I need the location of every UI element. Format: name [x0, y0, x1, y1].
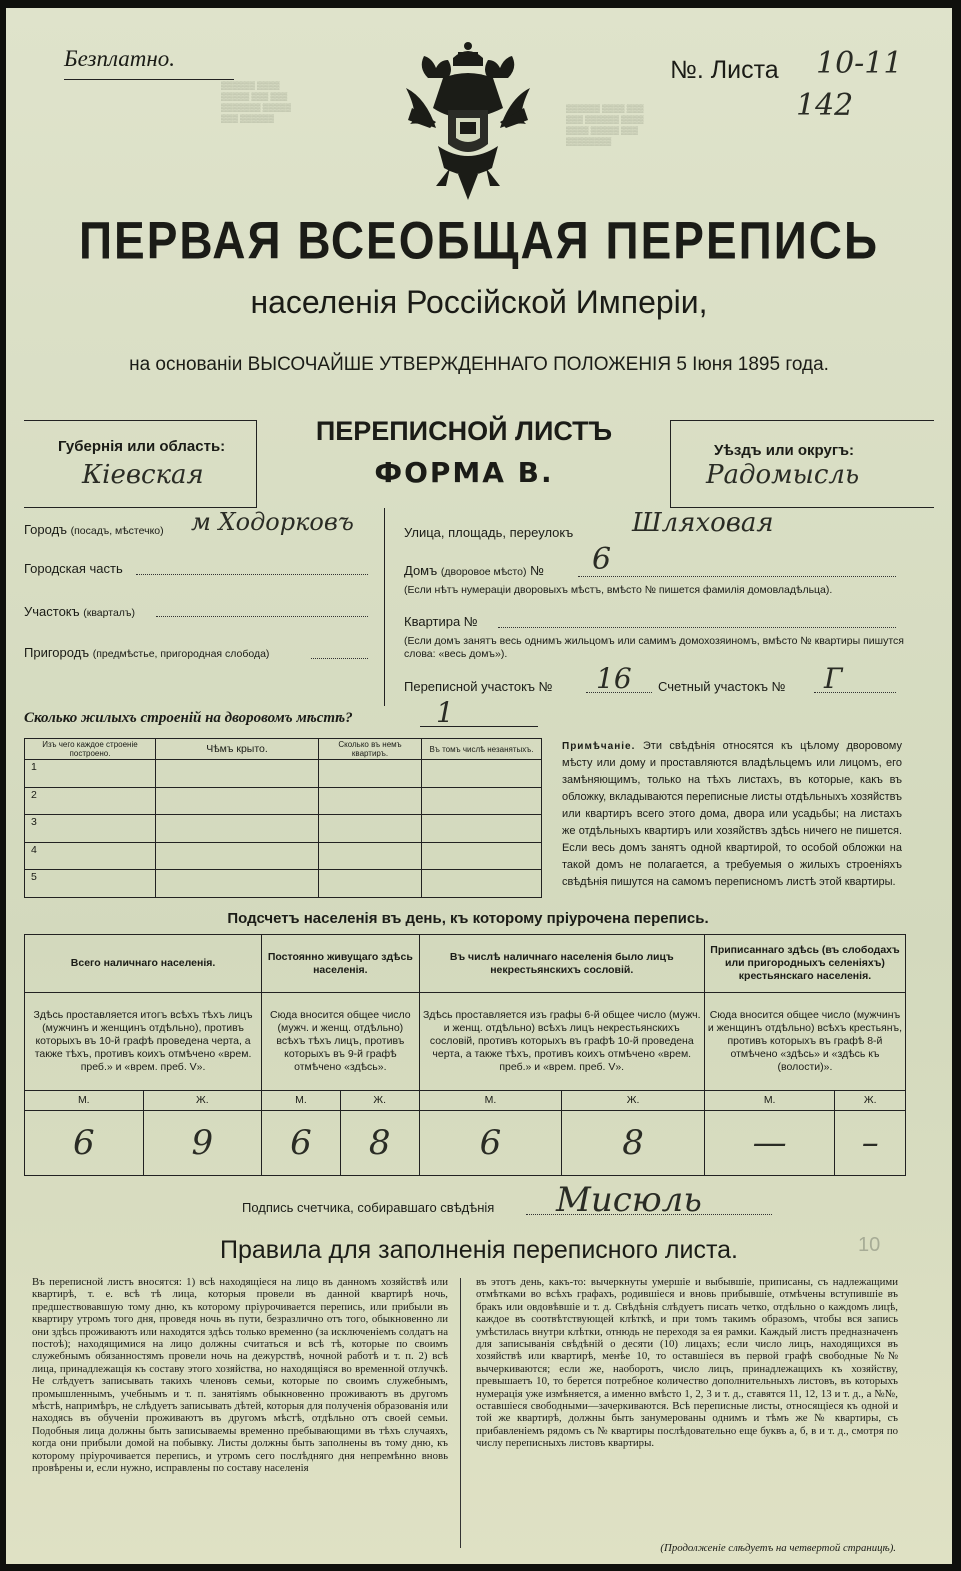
buildings-col-roof: Чѣмъ крыто.: [156, 739, 319, 760]
count-female-value: 9: [143, 1111, 262, 1176]
count-female-label: Ж.: [143, 1091, 262, 1111]
signature-value: Мисюль: [556, 1180, 702, 1220]
list-number-label: [670, 48, 779, 87]
dom-value: 6: [592, 542, 612, 577]
rules-left-column: Въ переписной листъ вносятся: 1) всѣ находящіеся на лицо въ данномъ хозяйствѣ или квартирѣ, т. е. всѣ тѣ лица, которыя провели въ данной квартирѣ ночь, предшествовавшую тому дню, къ которому пріурочивается перепись, или прибыли въ квартиру утромъ того дня, проведя ночь въ пути, безразлично отъ того, обыкновенно ли они здѣсь проживаютъ или находятся здѣсь только временно (за исключеніемъ солдатъ на постоѣ); находящимися на лицо должны считаться и всѣ тѣ, которые по своимъ служебнымъ обязанностямъ провели ночь на дежурствѣ, ночной работѣ и т. п. 2) всѣ лица, принадлежащія къ составу этого хозяйства, но находящіяся во временной отлучкѣ. Не слѣдуетъ записывать такихъ членовъ семьи, которые по своимъ служебнымъ, промышленнымъ, учебнымъ и т. п. занятіямъ обыкновенно проживаютъ въ другомъ мѣстѣ, напримѣръ, не слѣдуетъ записывать дѣтей, которыя для полученія образованія или находясь въ обученіи проживаютъ въ другомъ мѣстѣ, отдѣльно отъ своей семьи. Подобныя лица должны быть записываемы временно пребывающими въ тѣхъ случаяхъ, когда они прибыли домой на побывку. Листы должны быть заполнены въ тому дню, къ которому пріурочивается перепись, и утромъ сего послѣдняго дня непремѣнно вновь провѣрены и, если нужно, исправлены по составу населенія: [32, 1276, 448, 1475]
uezd-label: Уѣздъ или округъ:: [714, 442, 855, 459]
buildings-col-apartments: Сколько въ немъ квартиръ.: [319, 739, 422, 760]
street-value: Шляховая: [632, 508, 774, 538]
form-title: ПЕРЕПИСНОЙ ЛИСТЪ: [315, 416, 613, 446]
count-male-value: —: [704, 1111, 834, 1176]
schet-value: Г: [824, 662, 843, 695]
gubernia-value: Кіевская: [82, 460, 204, 490]
count-female-value: 8: [562, 1111, 705, 1176]
count-male-value: 6: [262, 1111, 341, 1176]
gorod-chast-label: Городская часть: [24, 561, 123, 576]
free-label: Безплатно.: [64, 46, 176, 71]
count-male-label: М.: [25, 1091, 144, 1111]
bleed-through-number: 10: [858, 1234, 881, 1256]
dom-label: Домъ (дворовое мѣсто) №: [404, 563, 545, 578]
uchastok-label: Участокъ (кварталъ): [24, 604, 135, 619]
rule-right-box: [670, 420, 671, 508]
table-row: 3: [25, 815, 542, 843]
count-male-label: М.: [704, 1091, 834, 1111]
gubernia-label: Губернія или область:: [58, 438, 226, 455]
perepis-line: [586, 692, 652, 693]
count-female-value: 8: [340, 1111, 419, 1176]
count-col-desc: Сюда вносится общее число (мужчинъ и женщинъ отдѣльно) всѣхъ крестьянъ, противъ которыхъ въ графѣ 8-й отмѣчено «здѣсь» и «здѣсь къ (волости)».: [704, 993, 905, 1091]
buildings-table: [24, 738, 542, 898]
rule-top-left: [24, 420, 256, 421]
list-number-value: 10-11: [816, 46, 903, 81]
population-count-table: [24, 934, 906, 1176]
count-col-head: Постоянно живущаго здѣсь населенія.: [262, 935, 419, 993]
count-col-head: Въ числѣ наличнаго населенія было лицъ некрестьянскихъ сословій.: [419, 935, 704, 993]
census-form-sheet: [6, 8, 952, 1564]
rules-right-column: въ этотъ день, какъ-то: вычеркнуты умершіе и выбывшіе, приписаны, съ надлежащими отмѣтками во всѣхъ графахъ, родившіеся и вновь прибывшіе, отмѣчены вступившіе въ бракъ или овдовѣвшіе и т. д. Свѣдѣнія слѣдуетъ писать четко, отдѣльно о каждомъ лицѣ, каждое въ соотвѣтствующей клѣткѣ, и при томъ такимъ образомъ, чтобы вся запись умѣстилась внутри клѣтки, отнюдь не переходя за ея рамки. Каждый листъ предназначенъ для записыванія свѣдѣній о десяти (10) лицахъ; если число лицъ, находящихся въ хозяйствѣ или квартирѣ, менѣе 10, то оставшіеся въ первой графѣ свободные №№ вычеркиваются; если же, наоборотъ, число лицъ, принадлежащихъ къ хозяйству, превышаетъ 10, то берется потребное количество дополнительныхъ листовъ, въ которыхъ нумерація уже измѣняется, а именно вмѣсто 1, 2, 3 и т. д., ставятся 11, 12, 13 и т. д., а №№, оставшіеся свободными—зачеркиваются. Всѣ переписные листы, относящіеся къ одной и той же квартирѣ, должны быть занумерованы однимъ и тѣмъ же № квартиры, съ прибавленіемъ рядомъ съ № квартиры послѣдовательно еще буквъ а, б, в и т. д., смотря по числу переписныхъ листовъ квартиры.: [476, 1276, 898, 1450]
uezd-value: Радомысль: [706, 460, 860, 490]
count-col-desc: Сюда вносится общее число (мужч. и женщ. отдѣльно) всѣхъ тѣхъ лицъ, противъ которыхъ въ 9-й графѣ отмѣчено «здѣсь».: [262, 993, 419, 1091]
count-female-label: Ж.: [340, 1091, 419, 1111]
kv-note: (Если домъ занятъ весь однимъ жильцомъ или самимъ домохозяиномъ, вмѣсто № квартиры пишутся слова: «весь домъ»).: [404, 635, 904, 660]
signature-label: Подпись счетчика, собиравшаго свѣдѣнія: [242, 1200, 495, 1215]
table-row: 2: [25, 787, 542, 815]
kv-label: Квартира №: [404, 614, 478, 629]
gorod-chast-line: [136, 574, 368, 575]
buildings-col-material: Изъ чего каждое строеніе построено.: [25, 739, 156, 760]
bleed-through-text-left: ▒▒▒▒▒▒ ▒▒▒▒ ▒▒▒▒▒ ▒▒▒ ▒▒▒ ▒▒▒▒▒▒▒ ▒▒▒▒▒ ▒▒▒ ▒▒▒▒▒▒: [221, 81, 292, 123]
double-headed-eagle-emblem-icon: [398, 38, 538, 208]
buildings-answer-line: [420, 726, 538, 727]
count-col-head: Приписаннаго здѣсь (въ слободахъ или пригородныхъ селеніяхъ) крестьянскаго населенія.: [704, 935, 905, 993]
prigorod-line: [311, 658, 368, 659]
table-row: 4: [25, 842, 542, 870]
note-text: Примѣчаніе. Эти свѣдѣнія относятся къ цѣлому дворовому мѣсту или дому и проставляются владѣльцемъ или лицомъ, его замѣняющимъ, только на тѣхъ листахъ, въ которые, какъ въ обложку, вкладываются переписные листы отдѣльныхъ хозяйствъ или квартиръ всего этого дома, двора или усадьбы; на листахъ же отдѣльныхъ квартиръ или хозяйствъ здѣсь ничего не пишется. Если весь домъ занятъ одной квартирой, то особой обложки на такой домъ не полагается, а требуемыя о жилыхъ строеніяхъ свѣдѣнія пишутся на самомъ переписномъ листѣ этой квартиры.: [562, 740, 902, 888]
rule-address-divider: [384, 508, 385, 706]
form-subtitle: ФОРМА В.: [374, 456, 554, 489]
schet-line: [814, 692, 896, 693]
page-title: ПЕРВАЯ ВСЕОБЩАЯ ПЕРЕПИСЬ: [78, 210, 880, 270]
count-col-head: Всего наличнаго населенія.: [25, 935, 262, 993]
rules-heading: Правила для заполненія переписного листа.: [220, 1236, 738, 1264]
gorod-label: Городъ (посадъ, мѣстечко): [24, 522, 164, 537]
kv-line: [498, 627, 896, 628]
free-underline: [64, 79, 234, 80]
count-male-value: 6: [419, 1111, 562, 1176]
perepis-value: 16: [596, 662, 632, 695]
street-label: Улица, площадь, переулокъ: [404, 525, 574, 540]
buildings-answer: 1: [436, 696, 454, 729]
list-number-value-2: 142: [796, 88, 854, 123]
count-col-desc: Здѣсь проставляется изъ графы 6-й общее число (мужч. и женщ. отдѣльно) всѣхъ лицъ некрестьянскихъ сословій, противъ которыхъ въ графѣ 10-й проведена черта, а также тѣхъ, противъ коихъ отмѣчено «врем. преб.» и «врем. преб. V».: [419, 993, 704, 1091]
gorod-value: м Ходорковъ: [191, 508, 354, 536]
table-row: 5: [25, 870, 542, 898]
list-number-text: №. Листа: [670, 56, 779, 84]
dom-line: [578, 576, 896, 577]
prigorod-label: Пригородъ (предмѣстье, пригородная слобода): [24, 645, 270, 660]
count-male-value: 6: [25, 1111, 144, 1176]
count-female-value: –: [835, 1111, 906, 1176]
buildings-question: Сколько жилыхъ строеній на дворовомъ мѣстѣ?: [24, 710, 353, 726]
rule-top-right: [670, 420, 934, 421]
count-col-desc: Здѣсь проставляется итогъ всѣхъ тѣхъ лицъ (мужчинъ и женщинъ отдѣльно), противъ которыхъ въ 10-й графѣ проведена черта, а также тѣхъ, противъ коихъ отмѣчено «врем. преб.» и «врем. преб. V».: [25, 993, 262, 1091]
rules-continued: (Продолженіе слѣдуетъ на четвертой страницѣ).: [660, 1542, 896, 1554]
buildings-col-vacant: Въ томъ числѣ незанятыхъ.: [422, 739, 542, 760]
count-female-label: Ж.: [562, 1091, 705, 1111]
schet-label: Счетный участокъ №: [658, 679, 786, 694]
page-subtitle: населенія Россійской Имперіи,: [250, 284, 708, 320]
rule-left-box: [256, 420, 257, 508]
rules-column-divider: [460, 1278, 461, 1548]
legal-basis-line: на основаніи ВЫСОЧАЙШЕ УТВЕРЖДЕННАГО ПОЛОЖЕНІЯ 5 Іюня 1895 года.: [129, 354, 829, 375]
signature-line: [526, 1214, 772, 1215]
uchastok-line: [156, 616, 368, 617]
dom-note: (Если нѣтъ нумерацiи дворовыхъ мѣстъ, вмѣсто № пишется фамилія домовладѣльца).: [404, 584, 833, 596]
table-row: 1: [25, 760, 542, 788]
count-male-label: М.: [419, 1091, 562, 1111]
count-female-label: Ж.: [835, 1091, 906, 1111]
count-heading: Подсчетъ населенія въ день, къ которому пріурочена перепись.: [227, 910, 709, 927]
perepis-label: Переписной участокъ №: [404, 679, 553, 694]
bleed-through-text-right: ▒▒▒▒▒▒ ▒▒▒▒ ▒▒▒ ▒▒▒ ▒▒▒▒▒▒ ▒▒▒▒ ▒▒▒▒ ▒▒▒▒▒ ▒▒▒ ▒▒▒▒▒▒▒▒: [566, 104, 644, 146]
count-male-label: М.: [262, 1091, 341, 1111]
